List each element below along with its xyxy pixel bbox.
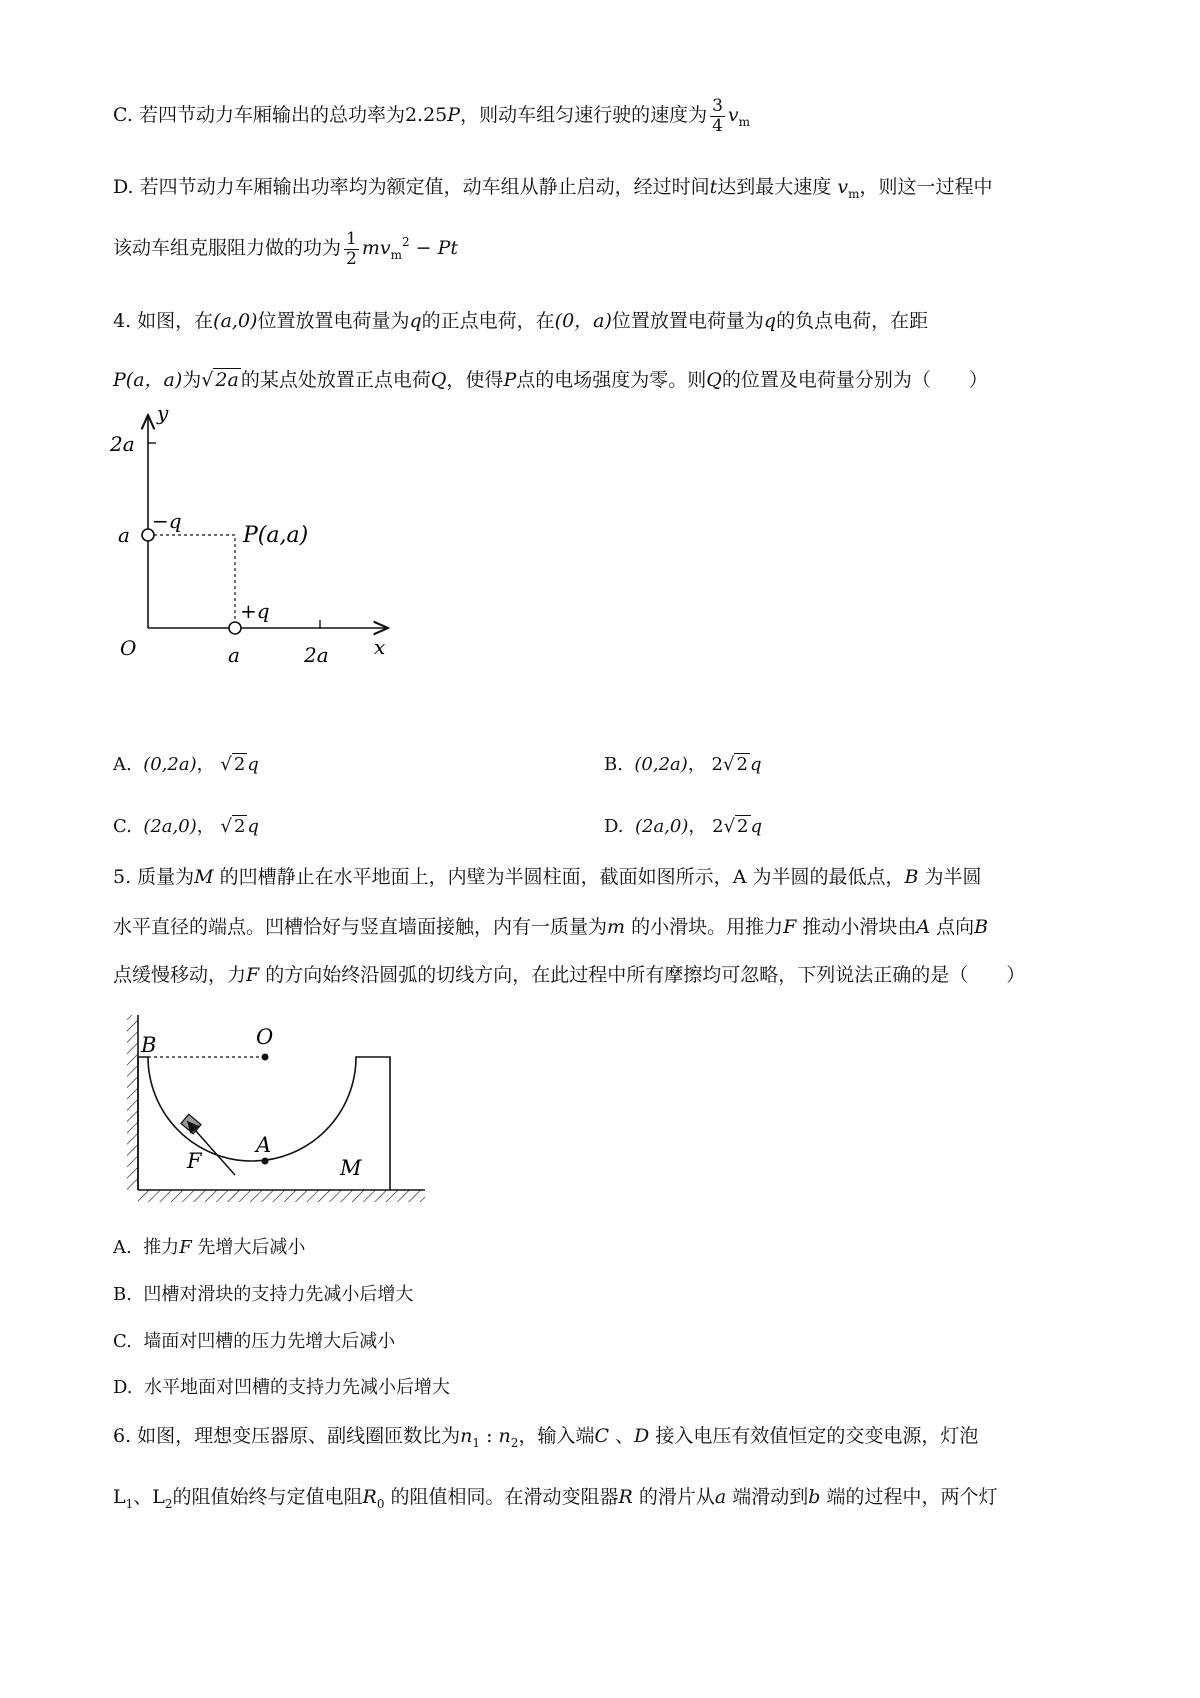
- q6-stem-line1: 6. 如图，理想变压器原、副线圈匝数比为$n_1$ : $n_2$，输入端C 、D 接入电压有效值恒定的交变电源，灯泡: [113, 1425, 979, 1450]
- q3-option-c: C. 若四节动力车厢输出的总功率为2.25P，则动车组匀速行驶的速度为 $\frac{3}{4}$ $v_m$: [113, 96, 751, 136]
- sqrt-2a: √ 2a: [201, 369, 239, 391]
- center-point: [262, 1054, 269, 1061]
- pos-q-label: +q: [240, 599, 270, 623]
- q5-option-b[interactable]: B. 凹槽对滑块的支持力先减小后增大: [113, 1284, 414, 1305]
- q5-option-d[interactable]: D. 水平地面对凹槽的支持力先减小后增大: [113, 1377, 450, 1398]
- power-value: 2.25: [404, 104, 448, 127]
- y-tick-label-2a: 2a: [110, 432, 135, 456]
- sqrt-2: √ 2: [220, 816, 246, 837]
- positive-charge: [229, 622, 241, 634]
- sqrt-2: √ 2: [723, 816, 749, 837]
- q5-groove-figure: [125, 1010, 430, 1205]
- q4-stem-line1: 4. 如图，在(a,0)位置放置电荷量为q的正点电荷，在(0，a)位置放置电荷量为q的负点电荷，在距: [113, 310, 929, 332]
- point-p-label: P(a,a): [243, 523, 309, 548]
- label-m: M: [340, 1156, 362, 1180]
- q4-stem-line2: P(a，a)为√ 2a 的某点处放置正点电荷Q，使得P点的电场强度为零。则Q的位置及电荷量分别为（ ）: [113, 369, 988, 391]
- q4-option-d[interactable]: D. (2a,0)， 2√ 2 q: [604, 816, 763, 837]
- y-tick-label-a: a: [118, 523, 130, 547]
- x-axis-label: x: [374, 635, 386, 659]
- q5-stem-line3: 点缓慢移动，力F 的方向始终沿圆弧的切线方向，在此过程中所有摩擦均可忽略，下列说法正确的是（ ）: [113, 964, 1026, 986]
- q5-stem-line1: 5. 质量为M 的凹槽静止在水平地面上，内壁为半圆柱面，截面如图所示，A 为半圆的最低点，B 为半圆: [113, 866, 982, 888]
- sqrt-2: √ 2: [723, 754, 748, 775]
- slider-block: [181, 1114, 201, 1133]
- x-tick-label-2a: 2a: [304, 643, 329, 667]
- ground-hatching: [138, 1190, 425, 1202]
- dashed-guide: [148, 535, 235, 628]
- q6-stem-line2: $L_1$、$L_2$的阻值始终与定值电阻$R_0$ 的阻值相同。在滑动变阻器R 的滑片从a 端滑动到b 端的过程中，两个灯: [113, 1486, 998, 1511]
- sqrt-2: √ 2: [220, 754, 246, 775]
- q3-option-d-continued: 该动车组克服阻力做的功为 $\frac{1}{2}$ $mv_m^2 - Pt$: [113, 229, 459, 269]
- label-a: A: [256, 1133, 272, 1157]
- q5-stem-line2: 水平直径的端点。凹槽恰好与竖直墙面接触，内有一质量为m 的小滑块。用推力F 推动小滑块由A 点向B: [113, 916, 989, 938]
- neg-q-label: −q: [152, 509, 182, 533]
- y-axis-label: y: [157, 401, 169, 425]
- fraction-one-half: $\frac{1}{2}$: [346, 229, 357, 269]
- label-f: F: [187, 1149, 202, 1173]
- fraction-three-quarters: $\frac{3}{4}$: [712, 96, 723, 136]
- lowest-point: [262, 1158, 269, 1165]
- wall-hatching: [127, 1015, 138, 1190]
- q3-option-d: D. 若四节动力车厢输出功率均为额定值，动车组从静止启动，经过时间t达到最大速度 $v_m$，则这一过程中: [113, 176, 993, 201]
- q4-coordinate-figure: [100, 400, 410, 670]
- origin-label: O: [120, 636, 137, 660]
- q5-option-a[interactable]: A. 推力F 先增大后减小: [113, 1237, 306, 1258]
- x-tick-label-a: a: [228, 643, 240, 667]
- q4-option-a[interactable]: A. (0,2a)， √ 2 q: [113, 754, 259, 775]
- q4-option-b[interactable]: B. (0,2a)， 2√ 2 q: [604, 754, 762, 775]
- q4-option-c[interactable]: C. (2a,0)， √ 2 q: [113, 816, 259, 837]
- label-b: B: [141, 1033, 157, 1057]
- label-o: O: [256, 1025, 274, 1049]
- q5-option-c[interactable]: C. 墙面对凹槽的压力先增大后减小: [113, 1331, 396, 1352]
